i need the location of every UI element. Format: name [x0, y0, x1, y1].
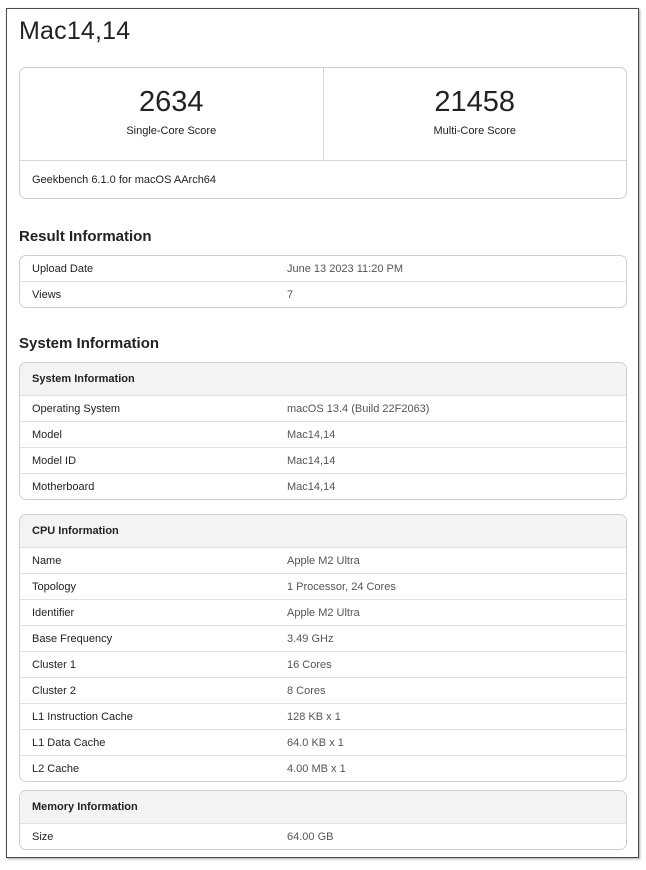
table-row: [20, 396, 626, 421]
row-value: 64.0 KB x 1: [287, 736, 344, 749]
table-row: [20, 729, 626, 755]
table-row: [20, 703, 626, 729]
row-key: Cluster 1: [32, 658, 77, 671]
row-key: Base Frequency: [32, 632, 113, 645]
row-key: Cluster 2: [32, 684, 77, 697]
system-information-table: [19, 362, 627, 500]
single-core-score-label: Single-Core Score: [126, 125, 217, 137]
table-row: [20, 447, 626, 473]
row-value: macOS 13.4 (Build 22F2063): [287, 402, 430, 415]
table-row: [20, 281, 626, 307]
row-value: 1 Processor, 24 Cores: [287, 580, 396, 593]
row-value: Mac14,14: [287, 428, 336, 441]
score-card: [19, 67, 627, 199]
benchmark-version: Geekbench 6.1.0 for macOS AArch64: [32, 174, 217, 186]
row-key: Topology: [32, 580, 77, 593]
row-value: 4.00 MB x 1: [287, 762, 346, 775]
multi-core-score-label: Multi-Core Score: [433, 125, 517, 137]
row-value: 64.00 GB: [287, 830, 334, 843]
row-key: Model: [32, 428, 62, 441]
table-row: [20, 256, 626, 281]
system-information-header: System Information: [20, 363, 626, 396]
row-key: Motherboard: [32, 480, 95, 493]
row-value: 8 Cores: [287, 684, 326, 697]
table-row: [20, 677, 626, 703]
table-row: [20, 599, 626, 625]
row-key: Size: [32, 830, 54, 843]
row-key: Upload Date: [32, 262, 94, 275]
memory-information-table: [19, 790, 627, 850]
table-row: [20, 473, 626, 499]
table-row: [20, 651, 626, 677]
single-core-score-value: 2634: [138, 86, 204, 118]
page-title: Mac14,14: [19, 17, 131, 45]
table-row: [20, 755, 626, 781]
multi-core-score-value: 21458: [434, 86, 516, 118]
row-key: L2 Cache: [32, 762, 80, 775]
result-information-table: [19, 255, 627, 308]
cpu-information-header: CPU Information: [20, 515, 626, 548]
table-row: [20, 625, 626, 651]
single-core-score: [20, 68, 323, 160]
cpu-information-table: [19, 514, 627, 782]
row-value: 3.49 GHz: [287, 632, 334, 645]
benchmark-result-page: [6, 8, 639, 858]
row-key: Views: [32, 288, 62, 301]
table-row: [20, 573, 626, 599]
row-value: June 13 2023 11:20 PM: [287, 262, 403, 275]
table-row: [20, 548, 626, 573]
table-row: [20, 421, 626, 447]
table-row: [20, 824, 626, 849]
row-value: Mac14,14: [287, 480, 336, 493]
row-key: Operating System: [32, 402, 121, 415]
row-value: Mac14,14: [287, 454, 336, 467]
row-value: 16 Cores: [287, 658, 332, 671]
row-key: Name: [32, 554, 62, 567]
row-key: L1 Instruction Cache: [32, 710, 133, 723]
row-key: L1 Data Cache: [32, 736, 106, 749]
row-value: 128 KB x 1: [287, 710, 341, 723]
result-information-title: Result Information: [19, 228, 152, 245]
row-key: Identifier: [32, 606, 75, 619]
memory-information-header: Memory Information: [20, 791, 626, 824]
system-information-title: System Information: [19, 335, 160, 352]
row-value: 7: [287, 288, 294, 301]
multi-core-score: [323, 68, 627, 160]
row-key: Model ID: [32, 454, 77, 467]
score-row: [20, 68, 626, 161]
row-value: Apple M2 Ultra: [287, 606, 360, 619]
row-value: Apple M2 Ultra: [287, 554, 360, 567]
